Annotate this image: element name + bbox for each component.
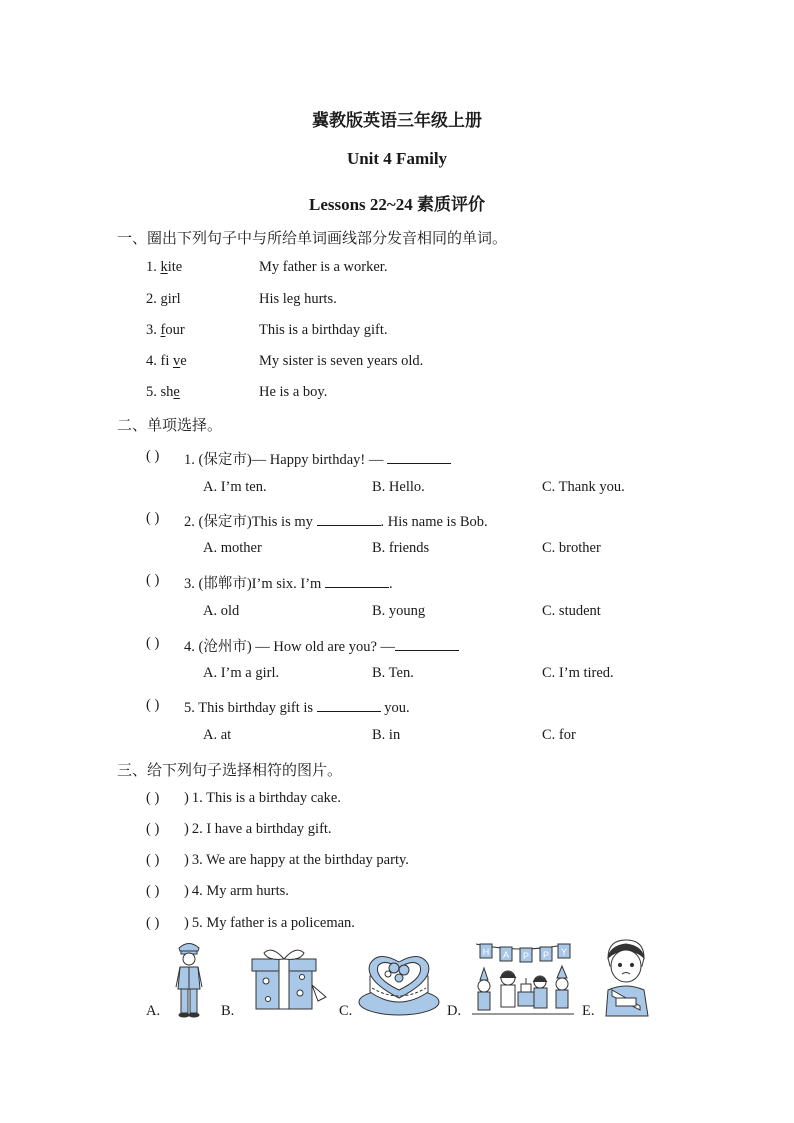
banner-letter: Y: [560, 947, 568, 957]
section1-heading: 一、圈出下列句子中与所给单词画线部分发音相同的单词。: [117, 229, 508, 247]
hurt-arm-boy-picture[interactable]: [598, 938, 654, 1018]
gift-box-picture[interactable]: [246, 945, 332, 1013]
option-c[interactable]: C. for: [542, 727, 576, 743]
phonics-sentence[interactable]: He is a boy.: [259, 384, 328, 400]
answer-blank[interactable]: [395, 636, 459, 651]
option-b[interactable]: B. Hello.: [372, 479, 425, 495]
match-sentence: ) 5. My father is a policeman.: [184, 915, 355, 931]
match-sentence: ) 3. We are happy at the birthday party.: [184, 852, 409, 868]
phonics-word: 3. four: [146, 322, 185, 338]
option-b[interactable]: B. in: [372, 727, 401, 743]
phonics-sentence[interactable]: This is a birthday gift.: [259, 322, 388, 338]
answer-paren[interactable]: ( ): [146, 510, 160, 526]
answer-blank[interactable]: [317, 511, 381, 526]
birthday-party-picture[interactable]: [470, 938, 576, 1018]
phonics-word: 1. kite: [146, 259, 183, 275]
answer-paren[interactable]: ( ): [146, 448, 160, 464]
answer-paren[interactable]: ( ): [146, 821, 160, 837]
phonics-word: 2. girl: [146, 291, 181, 307]
banner-letter: A: [502, 950, 510, 960]
banner-letter: P: [542, 950, 550, 960]
answer-paren[interactable]: ( ): [146, 697, 160, 713]
option-b[interactable]: B. young: [372, 603, 426, 619]
picture-label-e: E.: [582, 1003, 595, 1019]
picture-label-a: A.: [146, 1003, 161, 1019]
answer-paren[interactable]: ( ): [146, 635, 160, 651]
answer-paren[interactable]: ( ): [146, 790, 160, 806]
answer-paren[interactable]: ( ): [146, 915, 160, 931]
option-b[interactable]: B. Ten.: [372, 665, 414, 681]
phonics-sentence[interactable]: My sister is seven years old.: [259, 353, 424, 369]
picture-label-d: D.: [447, 1003, 462, 1019]
answer-paren[interactable]: ( ): [146, 852, 160, 868]
picture-label-c: C.: [339, 1003, 353, 1019]
question-text: 4. (沧州市) — How old are you? —: [184, 635, 459, 656]
option-a[interactable]: A. at: [203, 727, 232, 743]
lesson-title: Lessons 22~24 素质评价: [308, 195, 486, 214]
question-text: 2. (保定市)This is my . His name is Bob.: [184, 510, 488, 531]
option-a[interactable]: A. I’m ten.: [203, 479, 267, 495]
picture-label-b: B.: [221, 1003, 235, 1019]
section3-heading: 三、给下列句子选择相符的图片。: [117, 761, 343, 779]
match-sentence: ) 4. My arm hurts.: [184, 883, 289, 899]
match-sentence: ) 2. I have a birthday gift.: [184, 821, 332, 837]
policeman-picture[interactable]: [170, 937, 208, 1019]
phonics-word: 5. she: [146, 384, 180, 400]
option-a[interactable]: A. I’m a girl.: [203, 665, 280, 681]
option-a[interactable]: A. mother: [203, 540, 262, 556]
question-text: 1. (保定市)— Happy birthday! —: [184, 448, 451, 469]
page-title: 冀教版英语三年级上册: [312, 111, 482, 130]
phonics-sentence[interactable]: My father is a worker.: [259, 259, 388, 275]
answer-blank[interactable]: [387, 449, 451, 464]
option-c[interactable]: C. Thank you.: [542, 479, 625, 495]
section2-heading: 二、单项选择。: [117, 416, 223, 434]
question-text: 3. (邯郸市)I’m six. I’m .: [184, 572, 393, 593]
option-a[interactable]: A. old: [203, 603, 240, 619]
phonics-word: 4. fi ve: [146, 353, 187, 369]
option-c[interactable]: C. student: [542, 603, 601, 619]
answer-blank[interactable]: [325, 573, 389, 588]
answer-paren[interactable]: ( ): [146, 883, 160, 899]
phonics-sentence[interactable]: His leg hurts.: [259, 291, 337, 307]
option-c[interactable]: C. I’m tired.: [542, 665, 614, 681]
option-b[interactable]: B. friends: [372, 540, 430, 556]
option-c[interactable]: C. brother: [542, 540, 601, 556]
answer-blank[interactable]: [317, 697, 381, 712]
birthday-cake-picture[interactable]: [356, 940, 442, 1018]
match-sentence: ) 1. This is a birthday cake.: [184, 790, 341, 806]
banner-letter: P: [522, 951, 530, 961]
question-text: 5. This birthday gift is you.: [184, 697, 410, 717]
unit-title: Unit 4 Family: [346, 149, 448, 168]
banner-letter: H: [482, 947, 490, 957]
answer-paren[interactable]: ( ): [146, 572, 160, 588]
